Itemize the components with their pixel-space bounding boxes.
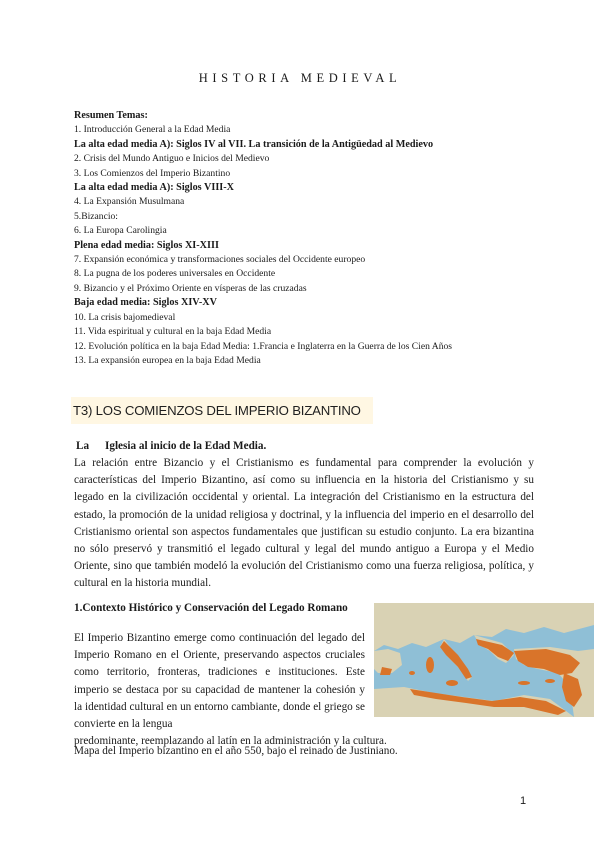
map-caption: Mapa del Imperio bizantino en el año 550, bajo el reinado de Justiniano. [74,745,398,757]
byzantine-empire-map [374,603,594,717]
toc-line: 2. Crisis del Mundo Antiguo e Inicios del Medievo [74,153,270,165]
body-paragraph: La relación entre Bizancio y el Cristianismo es fundamental para comprender la evolución y características del Imperio Bizantino, así como su influencia en la historia del Cristianismo y su legado en la civilización occidental y oriental. La integración del Cristianismo en la estructura del estado, la promoción de la unidad religiosa y doctrinal, y la influencia del imperio en el desarrollo del Cristianismo oriental son aspectos fundamentales que justifican su estudio conjunto. La era bizantina no sólo preservó y transmitió el legado cultural y legal del mundo antiguo a Europa y el Medio Oriente, sino que también modeló la evolución del Cristianismo como una fuerza religiosa, política, y cultural en la historia mundial. [74,457,534,590]
toc-period-heading: Baja edad media: Siglos XIV-XV [74,297,218,309]
body-paragraph-2 [74,630,387,750]
toc-line: 1. Introducción General a la Edad Media [74,124,231,136]
table-of-contents [74,109,544,368]
toc-line: 5.Bizancio: [74,210,118,222]
toc-period-heading: La alta edad media A): Siglos IV al VII. La transición de la Antigüedad al Medievo [74,138,434,150]
document-title: HISTORIA MEDIEVAL [198,71,402,85]
toc-line: 3. Los Comienzos del Imperio Bizantino [74,167,231,179]
toc-line: 8. La pugna de los poderes universales en Occidente [74,268,276,280]
toc-line: 4. La Expansión Musulmana [74,196,185,208]
toc-line: 7. Expansión económica y transformaciones sociales del Occidente europeo [74,254,366,266]
toc-line: 11. Vida espiritual y cultural en la baja Edad Media [74,326,272,338]
toc-line: 12. Evolución política en la baja Edad Media: 1.Francia e Inglaterra en la Guerra de los Cien Años [74,340,453,352]
paragraph-continuation: predominante, reemplazando al latín en la administración y la cultura. [74,735,387,748]
toc-line: 9. Bizancio y el Próximo Oriente en vísperas de las cruzadas [74,282,307,294]
subsection-heading-2: 1.Contexto Histórico y Conservación del Legado Romano [74,602,348,614]
toc-heading: Resumen Temas: [74,110,148,121]
paragraph-wrapped-text: El Imperio Bizantino emerge como continuación del legado del Imperio Romano en el Oriente, preservando aspectos cruciales como territorio, fronteras, tradiciones e instituciones. Este imperio se destaca por su capacidad de mantener la cohesión y la identidad cultural en un entorno cambiante, donde el griego se convierte en la lengua [74,632,365,731]
toc-line: 10. La crisis bajomedieval [74,311,176,323]
subsection-label: La [76,440,90,452]
subsection-heading [76,440,266,452]
toc-period-heading: Plena edad media: Siglos XI-XIII [74,239,219,251]
subsection-title: Iglesia al inicio de la Edad Media. [105,440,267,452]
page-number: 1 [520,795,527,807]
toc-line: 6. La Europa Carolingia [74,225,167,237]
toc-line: 13. La expansión europea en la baja Edad Media [74,354,261,366]
section-title: T3) LOS COMIENZOS DEL IMPERIO BIZANTINO [71,397,373,424]
toc-period-heading: La alta edad media A): Siglos VIII-X [74,182,234,194]
